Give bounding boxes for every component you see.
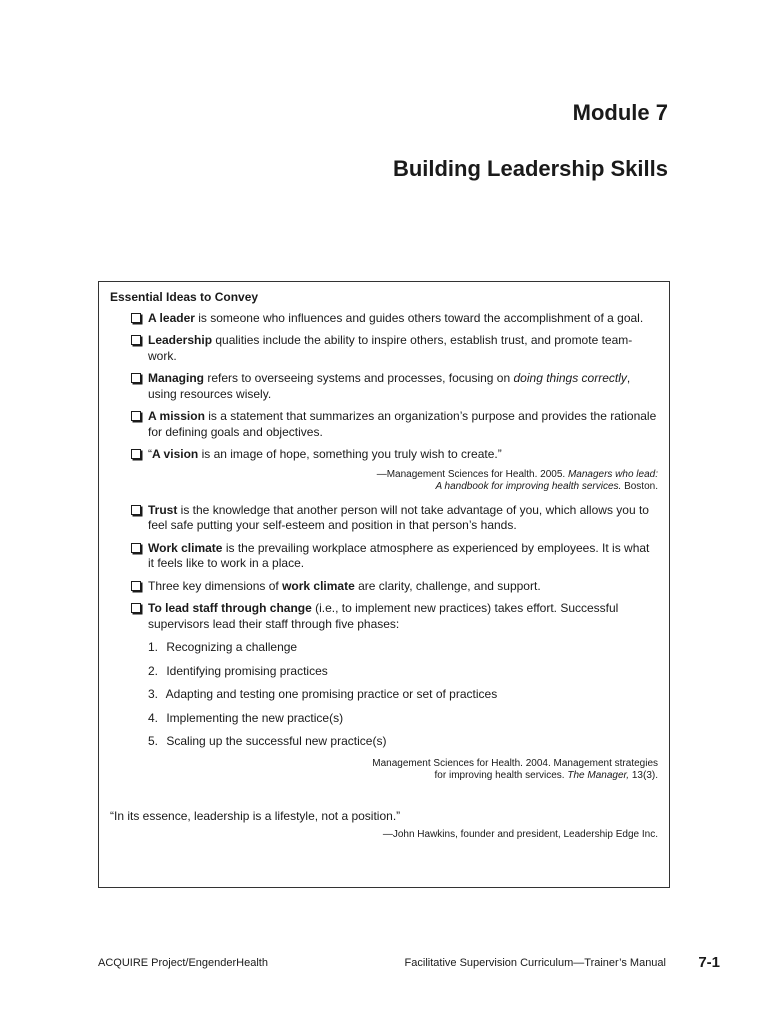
checkbox-icon [131, 373, 141, 383]
checkbox-icon [131, 543, 141, 553]
page-number: 7-1 [698, 954, 720, 971]
ideas-list [110, 311, 658, 463]
footer-manual-title: Facilitative Supervision Curriculum—Trainer’s Manual [404, 957, 666, 969]
checkbox-icon [131, 505, 141, 515]
ideas-list-2 [110, 503, 658, 750]
list-item: Trust is the knowledge that another person will not take advantage of you, which allows you to feel safe putting your self-esteem and position in that person’s hands. [128, 503, 658, 534]
phases-list [148, 640, 658, 750]
module-number: Module 7 [572, 100, 668, 125]
list-item: Managing refers to overseeing systems and processes, focusing on doing things correctly, using resources wisely. [128, 371, 658, 402]
module-title: Building Leadership Skills [392, 156, 668, 181]
list-item: Three key dimensions of work climate are clarity, challenge, and support. [128, 579, 658, 595]
checkbox-icon [131, 581, 141, 591]
checkbox-icon [131, 411, 141, 421]
checkbox-icon [131, 335, 141, 345]
footer-left: ACQUIRE Project/EngenderHealth [98, 957, 268, 969]
citation-managers-who-lead: —Management Sciences for Health. 2005. Managers who lead: A handbook for improving health services. Boston. [376, 468, 658, 492]
list-item: “A vision is an image of hope, something you truly wish to create.” [128, 447, 658, 463]
citation-manager-journal: Management Sciences for Health. 2004. Management strategies for improving health services. The Manager, 13(3). [372, 757, 658, 781]
phase-item: 3. Adapting and testing one promising practice or set of practices [148, 687, 498, 701]
phase-item: 5. Scaling up the successful new practice(s) [148, 734, 387, 748]
phase-item: 2. Identifying promising practices [148, 663, 328, 678]
quote-attribution: —John Hawkins, founder and president, Leadership Edge Inc. [382, 829, 658, 840]
essential-ideas-box [98, 281, 670, 888]
list-item: To lead staff through change (i.e., to implement new practices) takes effort. Successful supervisors lead their staff through five phases: 1. Recognizing a challenge 2. Identifying promising practices 3. Adapting and testing one promising practice or set of practices 4. Implementing the new practice(s) 5. Scaling up the successful new practice(s) [128, 601, 658, 750]
box-heading: Essential Ideas to Convey [110, 290, 259, 304]
list-item: Leadership qualities include the ability to inspire others, establish trust, and promote team-work. [128, 333, 658, 364]
checkbox-icon [131, 313, 141, 323]
leadership-quote: “In its essence, leadership is a lifestyle, not a position.” [110, 808, 401, 823]
list-item: A leader is someone who influences and guides others toward the accomplishment of a goal. [128, 311, 658, 327]
checkbox-icon [131, 603, 141, 613]
phase-item: 1. Recognizing a challenge [148, 640, 298, 654]
list-item: Work climate is the prevailing workplace atmosphere as experienced by employees. It is what it feels like to work in a place. [128, 541, 658, 572]
list-item: A mission is a statement that summarizes an organization’s purpose and provides the rationale for defining goals and objectives. [128, 409, 658, 440]
phase-item: 4. Implementing the new practice(s) [148, 710, 344, 725]
checkbox-icon [131, 449, 141, 459]
